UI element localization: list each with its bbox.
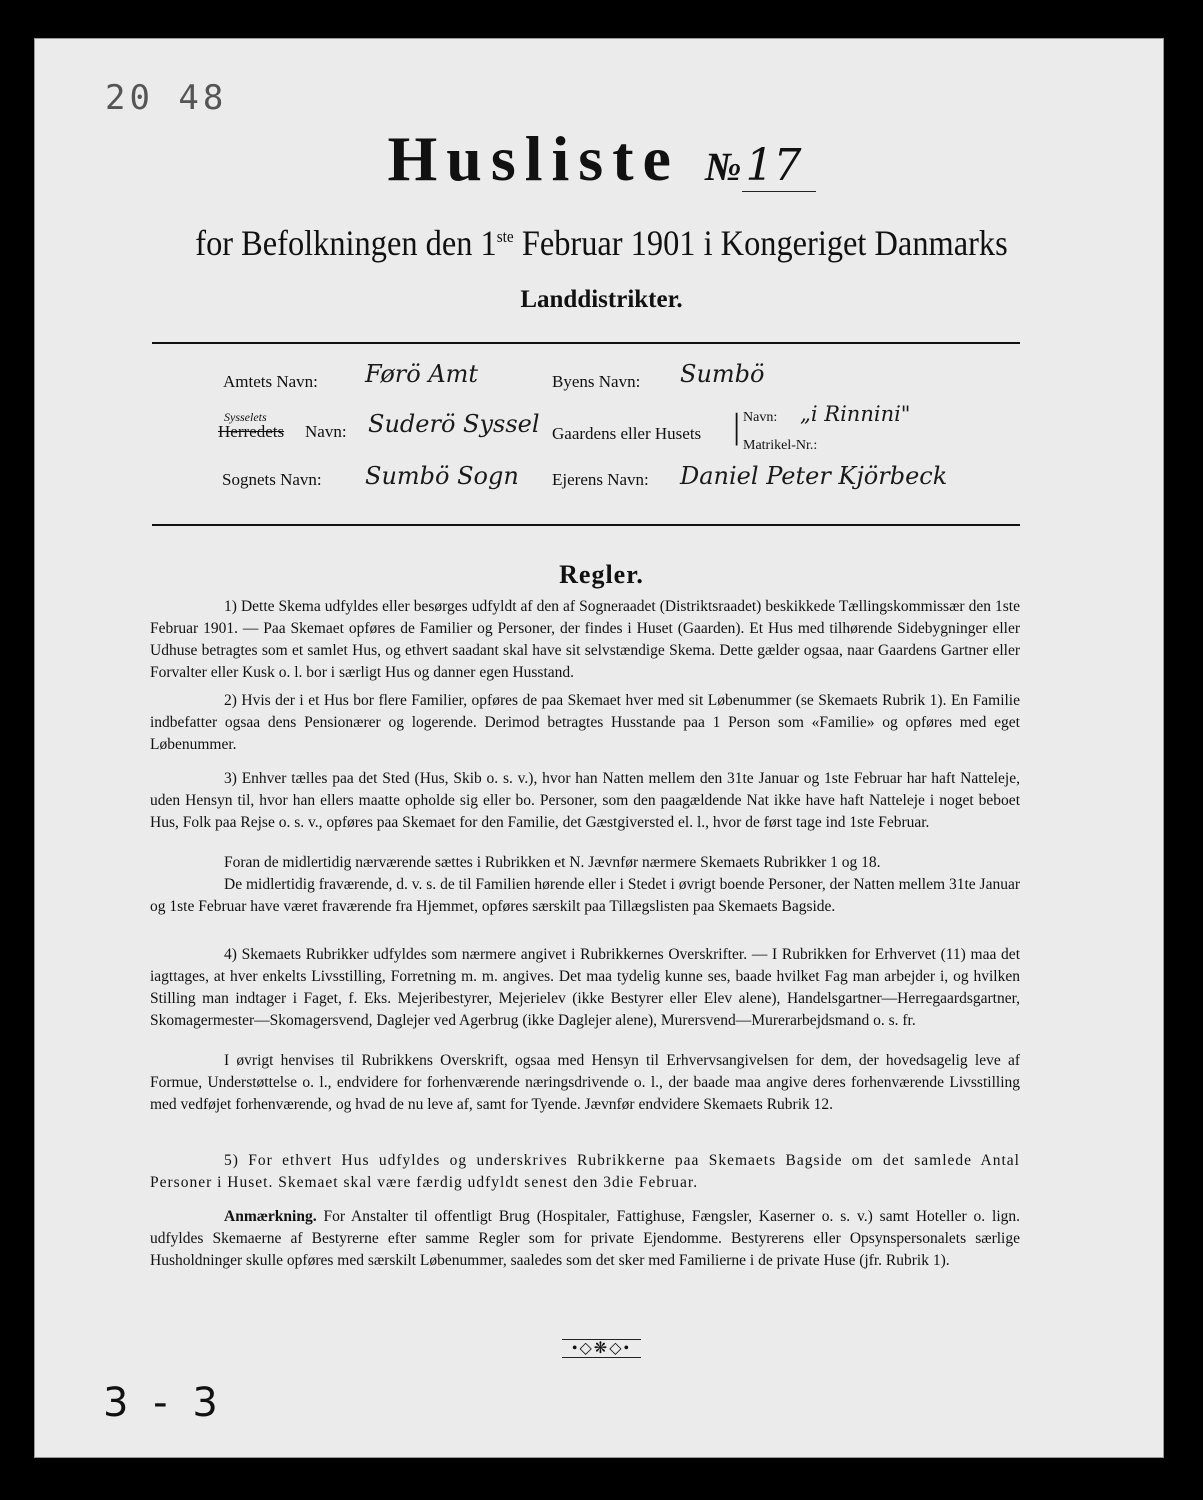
district-heading: Landdistrikter. <box>520 286 683 313</box>
rule-2-text: 2) Hvis der i et Hus bor flere Familier, opføres de paa Skemaet hver med sit Løbenummer (se Skemaets Rubrik 1). En Familie indbefatter ogsaa dens Pensionærer og logerende. Derimod betragtes Husstande paa 1 Person som «Familie» og opføres med eget Løbenummer. <box>150 692 1020 753</box>
form-subtitle <box>60 222 1143 264</box>
ejer-label: Ejerens Navn: <box>552 470 649 489</box>
amt-label: Amtets Navn: <box>223 372 318 391</box>
bottom-rule <box>152 524 1020 526</box>
by-label: Byens Navn: <box>552 372 641 391</box>
rule-3b-text: Foran de midlertidig nærværende sættes i Rubrikken et N. Jævnfør nærmere Skemaets Rubrikker 1 og 18. <box>224 854 881 871</box>
subtitle-superscript: ste <box>496 227 514 246</box>
rules-title: Regler. <box>559 560 644 589</box>
rule-4a-text: 4) Skemaets Rubrikker udfyldes som nærmere angivet i Rubrikkernes Overskrifter. — I Rubrikken for Erhvervet (11) maa det iagttages, at hver enkelts Livsstilling, Forretning m. m. angives. Det maa tydelig kunne ses, baade hvilket Fag man arbejder i, og hvilken Stilling man indtager i Faget, f. Eks. Mejeribestyrer, Mejerielev (ikke Bestyrer eller Elev alene), Handelsgartner—Herregaardsgartner, Skomagermester—Skomagersvend, Daglejer ved Agerbrug (ikke Daglejer alene), Murersvend—Murerarbejdsmand o. s. fr. <box>150 946 1020 1029</box>
title-text: Husliste <box>387 123 680 194</box>
number-prefix: № <box>704 144 742 189</box>
navn-value: „i Rinnini" <box>800 402 911 426</box>
rule-1-text: 1) Dette Skema udfyldes eller besørges udfyldt af den af Sogneraadet (Distriktsraadet) beskikkede Tællingskommissær den 1ste Februar 1901. — Paa Skemaet opføres de Familier og Personer, der findes i Huset (Gaarden). Et Hus med tilhørende Sidebygninger eller Udhuse betragtes som et samlet Hus, og ethvert saadant skal have sit selvstændige Skema. Dette gælder ogsaa, naar Gaardens Gartner eller Forvalter eller Kusk o. l. bor i særligt Hus og danner egen Husstand. <box>150 598 1020 681</box>
herred-struck-label: Herredets <box>218 422 285 441</box>
rule-2 <box>150 690 1020 756</box>
bracket-icon: | <box>733 406 741 446</box>
note-label: Anmærkning. <box>224 1208 317 1225</box>
ornament-icon: •◇❋◇• <box>562 1339 641 1358</box>
note-text: For Anstalter til offentligt Brug (Hospitaler, Fattighuse, Fængsler, Kaserner o. s. v.) samt Hoteller o. lign. udfyldes Skemaerne af Bestyrerne efter samme Regler som for private Ejendomme. Bestyrerens eller Opsynspersonalets særlige Husholdninger skulle opføres med særskilt Løbenummer, saaledes som det sker med Familierne i de private Huse (jfr. Rubrik 1). <box>150 1208 1020 1269</box>
top-rule <box>152 342 1020 344</box>
rule-5-text: 5) For ethvert Hus udfyldes og underskrives Rubrikkerne paa Skemaets Bagside om det samlede Antal Personer i Huset. Skemaet skal være færdig udfyldt senest den 3die Februar. <box>150 1152 1020 1191</box>
rule-4b-text: I øvrigt henvises til Rubrikkens Overskrift, ogsaa med Hensyn til Erhvervsangivelsen for dem, der hovedsagelig leve af Formue, Understøttelse o. l., endvidere for forhenværende næringsdrivende o. l., der baade maa angive deres forhenværende Livsstilling med vedføjet forhenværende, og hvad de nu leve af, samt for Tyende. Jævnfør endvidere Skemaets Rubrik 12. <box>150 1052 1020 1113</box>
rule-4b <box>150 1050 1020 1116</box>
herred-label: Navn: <box>305 422 347 441</box>
rule-1 <box>150 596 1020 684</box>
navn-label: Navn: <box>743 410 778 425</box>
sogn-value: Sumbö Sogn <box>365 462 519 490</box>
archive-stamp: 20 48 <box>105 78 228 118</box>
page-mark: 3 - 3 <box>103 1380 224 1426</box>
rule-3c-text: De midlertidig fraværende, d. v. s. de til Familien hørende eller i Stedet i øvrigt boende Personer, der Natten mellem 31te Januar og 1ste Februar have været fraværende fra Hjemmet, opføres særskilt paa Tillægslisten paa Skemaets Bagside. <box>150 876 1020 915</box>
note <box>150 1206 1020 1272</box>
ejer-value: Daniel Peter Kjörbeck <box>680 462 948 490</box>
gaard-label: Gaardens eller Husets <box>552 424 702 443</box>
subtitle-part-b: Februar 1901 i Kongeriget Danmarks <box>513 223 1008 263</box>
herred-replacement: Sysselets <box>224 410 267 424</box>
form-title <box>0 122 1203 196</box>
rule-3a-text: 3) Enhver tælles paa det Sted (Hus, Skib o. s. v.), hvor han Natten mellem den 31te Januar og 1ste Februar har haft Natteleje, uden Hensyn til, hvor han ellers maatte opholde sig eller bo. Personer, som den paagældende Nat ikke have haft Natteleje i noget beboet Hus, Folk paa Rejse o. s. v., opføres paa Skemaet for den Familie, det Gæstgiversted el. l., hvor de først tage ind 1ste Februar. <box>150 770 1020 831</box>
rule-3b <box>150 852 1020 874</box>
subtitle-part-a: for Befolkningen den 1 <box>195 223 497 263</box>
rule-3c <box>150 874 1020 918</box>
amt-value: Førö Amt <box>365 360 479 388</box>
rule-3 <box>150 768 1020 834</box>
sogn-label: Sognets Navn: <box>222 470 322 489</box>
house-number: 17 <box>742 140 816 192</box>
herred-value: Suderö Syssel <box>368 410 540 438</box>
ornament-divider <box>0 1338 1203 1358</box>
rule-5 <box>150 1150 1020 1194</box>
rule-4 <box>150 944 1020 1032</box>
matrikel-label: Matrikel-Nr.: <box>743 438 818 453</box>
by-value: Sumbö <box>680 360 765 388</box>
